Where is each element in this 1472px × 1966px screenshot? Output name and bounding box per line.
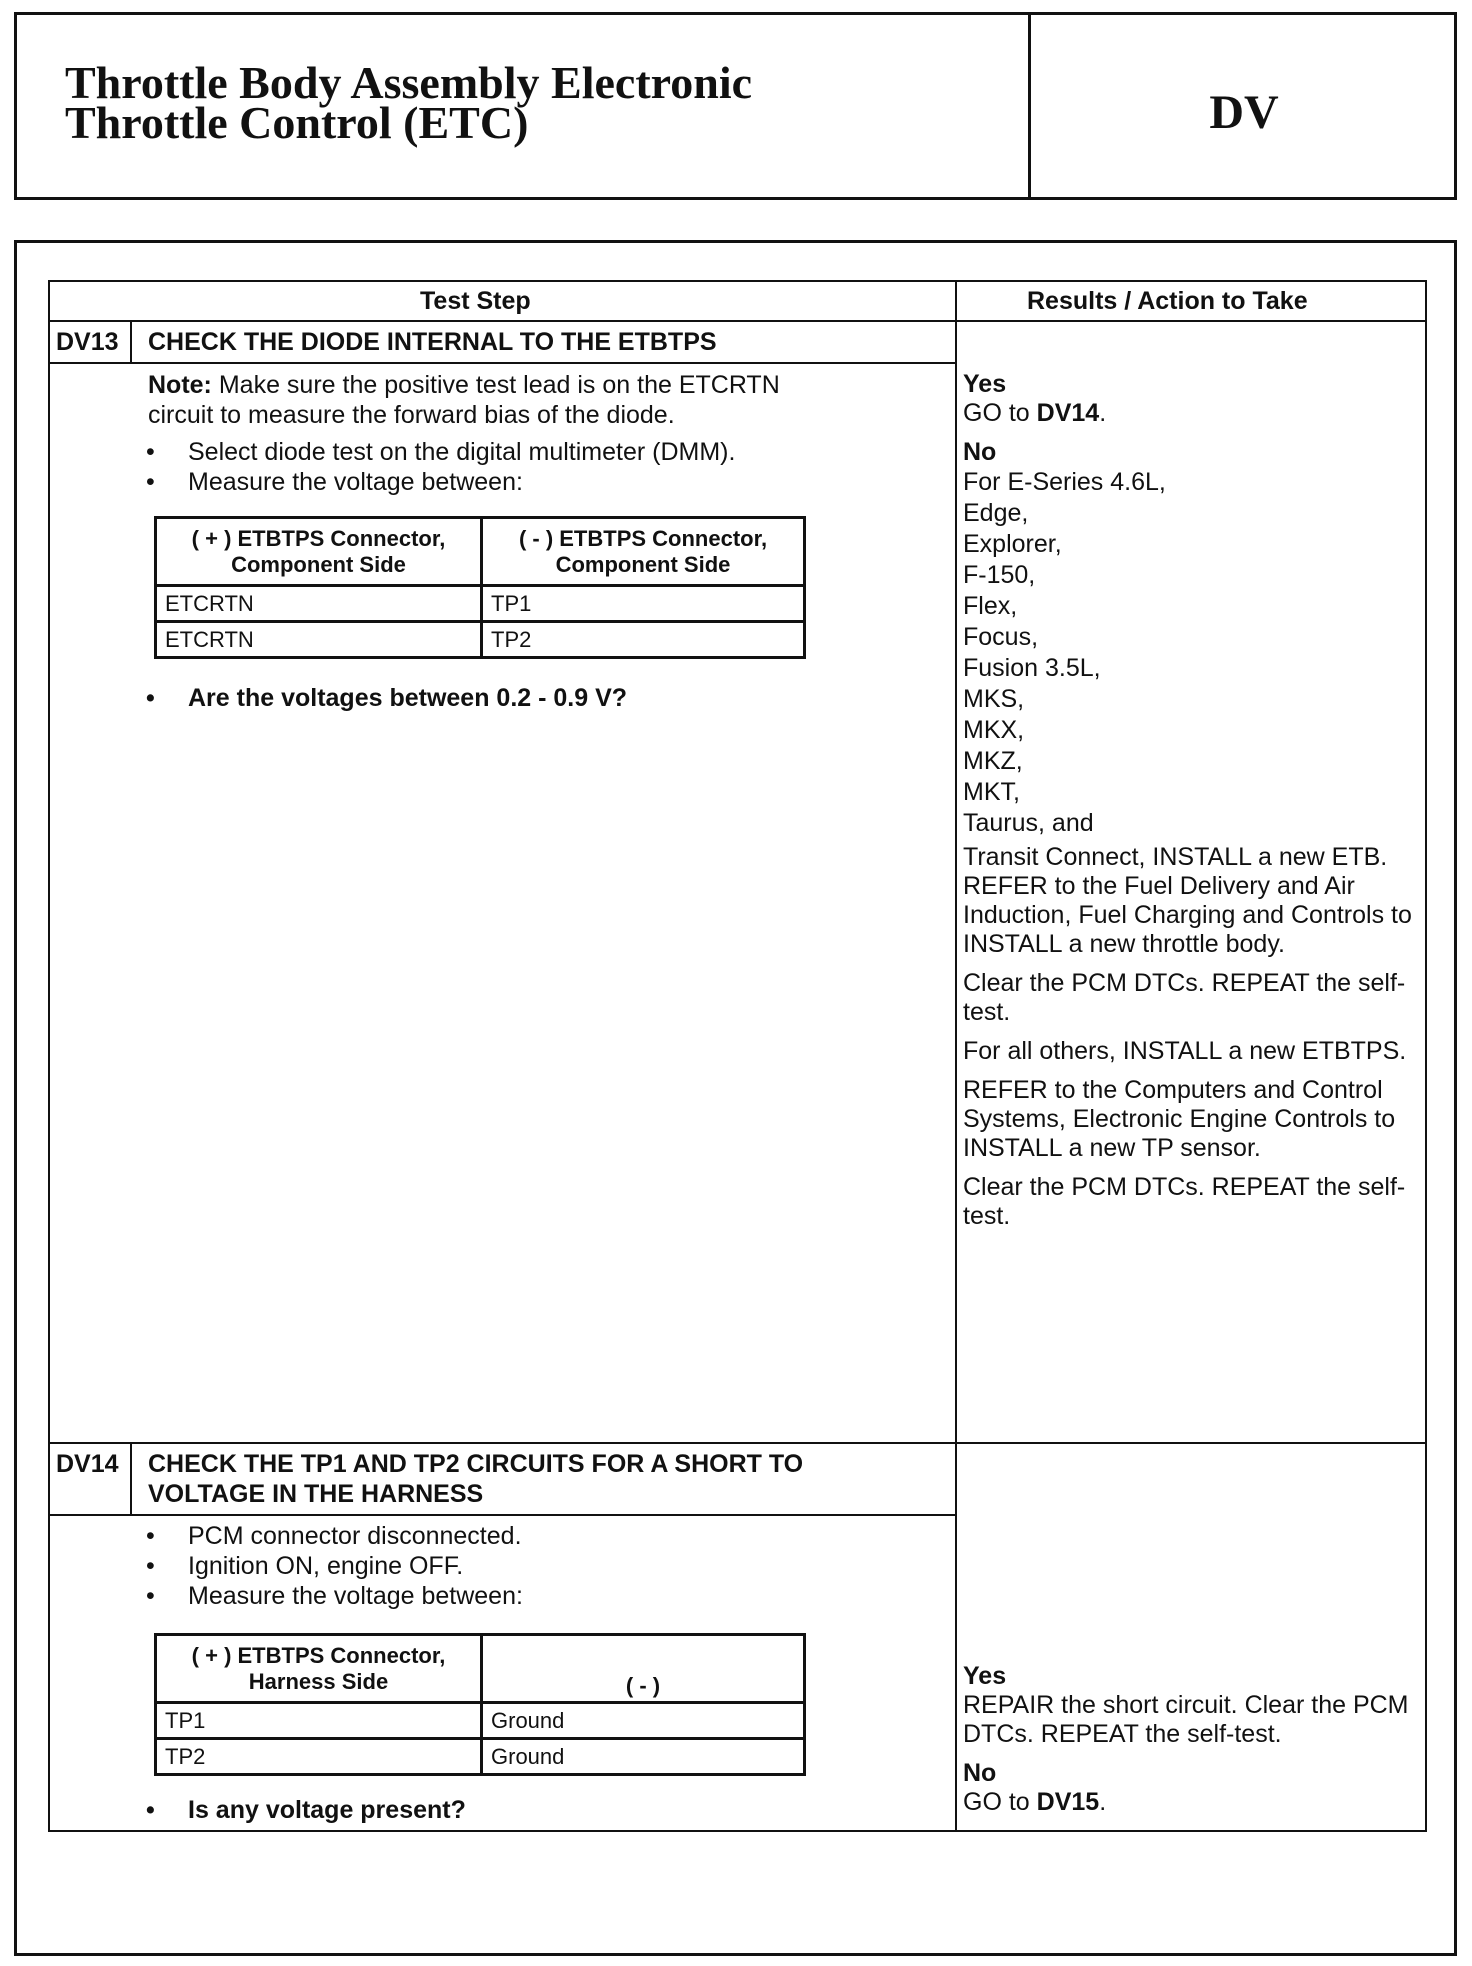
- bullet-dot: •: [146, 438, 155, 466]
- list-item: Fusion 3.5L,: [963, 654, 1101, 682]
- clear-dtc-2: Clear the PCM DTCs. REPEAT the self-test.: [963, 1173, 1406, 1230]
- list-item: MKZ,: [963, 747, 1023, 775]
- col-header-results: Results / Action to Take: [1027, 287, 1308, 315]
- yes-label: Yes: [963, 1662, 1007, 1690]
- col-header-test-step: Test Step: [420, 287, 531, 315]
- dv13-title: CHECK THE DIODE INTERNAL TO THE ETBTPS: [148, 328, 717, 356]
- page-title: [65, 57, 965, 148]
- bullet-dot: •: [146, 1522, 155, 1550]
- dv14-id-divider: [130, 1442, 132, 1516]
- table-border-right: [1425, 280, 1427, 1832]
- dv13-note: [148, 370, 780, 400]
- header-line: Component Side: [231, 551, 406, 577]
- dv13-measure-table: [154, 516, 806, 659]
- list-item: Explorer,: [963, 530, 1062, 558]
- yes-label: Yes: [963, 370, 1007, 398]
- list-item: MKX,: [963, 716, 1025, 744]
- clear-dtc-1: Clear the PCM DTCs. REPEAT the self-test.: [963, 969, 1406, 1026]
- header-cell: [482, 518, 805, 586]
- dv13-note-line2: circuit to measure the forward bias of the diode.: [148, 401, 675, 429]
- list-item: Focus,: [963, 623, 1039, 651]
- header-line: ( + ) ETBTPS Connector,: [191, 525, 446, 551]
- dv14-measure-table: [154, 1633, 806, 1776]
- table-cell: TP2: [156, 1739, 482, 1775]
- bullet-text: Select diode test on the digital multimeter (DMM).: [188, 438, 736, 466]
- list-item: Edge,: [963, 499, 1029, 527]
- title-line-1: Throttle Body Assembly Electronic: [65, 57, 753, 108]
- yes-action: GO to DV14.: [963, 399, 1107, 427]
- bullet-text: Ignition ON, engine OFF.: [188, 1552, 464, 1580]
- bullet-text: Measure the voltage between:: [188, 468, 523, 496]
- column-divider: [955, 280, 957, 1832]
- others-action: For all others, INSTALL a new ETBTPS.: [963, 1037, 1407, 1065]
- bullet-dot: •: [146, 468, 155, 496]
- list-item: Flex,: [963, 592, 1018, 620]
- list-item: MKT,: [963, 778, 1020, 806]
- table-cell: ETCRTN: [156, 586, 482, 622]
- goto-prefix: GO to: [963, 1788, 1030, 1816]
- header-cell: [482, 1635, 805, 1703]
- question-text: Are the voltages between 0.2 - 0.9 V?: [188, 684, 628, 712]
- table-border-top: [48, 280, 1427, 282]
- header-row-divider: [48, 320, 1427, 322]
- no-label: No: [963, 438, 997, 466]
- no-action: GO to DV15.: [963, 1788, 1107, 1816]
- bullet-dot: •: [146, 1796, 155, 1824]
- dv13-id-divider: [130, 320, 132, 364]
- table-row: [156, 586, 805, 622]
- bullet-text: Measure the voltage between:: [188, 1582, 523, 1610]
- dv13-results: [963, 370, 1423, 1241]
- dv14-row-divider: [48, 1442, 1427, 1444]
- yes-action: REPAIR the short circuit. Clear the PCM DTCs. REPEAT the self-test.: [963, 1691, 1409, 1748]
- table-cell: Ground: [482, 1703, 805, 1739]
- header-line: ( - ) ETBTPS Connector,: [518, 525, 768, 551]
- note-label: Note:: [148, 371, 212, 399]
- table-cell: Ground: [482, 1739, 805, 1775]
- no-label: No: [963, 1759, 997, 1787]
- header-line: ( + ) ETBTPS Connector,: [191, 1642, 446, 1668]
- goto-target: DV15: [1036, 1788, 1100, 1816]
- table-cell: TP2: [482, 622, 805, 658]
- section-code: DV: [1209, 86, 1279, 139]
- title-line-2: Throttle Control (ETC): [65, 97, 529, 148]
- refer-action: REFER to the Computers and Control Systems, Electronic Engine Controls to INSTALL a new TP sensor.: [963, 1076, 1396, 1162]
- page-header: [14, 12, 1457, 200]
- list-item: Taurus, and: [963, 809, 1094, 837]
- table-header-row: [156, 1635, 805, 1703]
- list-item: For E-Series 4.6L,: [963, 468, 1166, 496]
- dv14-title-line2: VOLTAGE IN THE HARNESS: [148, 1480, 484, 1508]
- goto-target: DV14: [1036, 399, 1100, 427]
- note-text-1: Make sure the positive test lead is on the ETCRTN: [218, 371, 780, 399]
- header-line: Component Side: [555, 551, 731, 577]
- no-list: [963, 467, 1423, 839]
- dv13-title-divider: [48, 362, 957, 364]
- dv14-title-line1: CHECK THE TP1 AND TP2 CIRCUITS FOR A SHORT TO: [148, 1450, 804, 1478]
- table-row: [156, 1739, 805, 1775]
- bullet-dot: •: [146, 1552, 155, 1580]
- table-border-bottom: [48, 1830, 1427, 1832]
- table-header-row: [156, 518, 805, 586]
- dv14-id: DV14: [56, 1450, 119, 1478]
- bullet-dot: •: [146, 1582, 155, 1610]
- header-line: ( - ): [625, 1673, 661, 1698]
- question-text: Is any voltage present?: [188, 1796, 466, 1824]
- bullet-dot: •: [146, 684, 155, 712]
- list-item: MKS,: [963, 685, 1025, 713]
- header-cell: [156, 1635, 482, 1703]
- table-border-left: [48, 280, 50, 1832]
- goto-prefix: GO to: [963, 399, 1030, 427]
- table-cell: TP1: [482, 586, 805, 622]
- bullet-text: PCM connector disconnected.: [188, 1522, 522, 1550]
- transit-action: Transit Connect, INSTALL a new ETB. REFER to the Fuel Delivery and Air Induction, Fuel Charging and Controls to INSTALL a new throttle body.: [963, 843, 1412, 958]
- table-cell: TP1: [156, 1703, 482, 1739]
- table-cell: ETCRTN: [156, 622, 482, 658]
- table-row: [156, 622, 805, 658]
- table-row: [156, 1703, 805, 1739]
- header-cell: [156, 518, 482, 586]
- dv13-id: DV13: [56, 328, 119, 356]
- dv14-results: [963, 1662, 1423, 1817]
- header-line: Harness Side: [248, 1668, 389, 1694]
- dv14-title-divider: [48, 1514, 957, 1516]
- list-item: F-150,: [963, 561, 1036, 589]
